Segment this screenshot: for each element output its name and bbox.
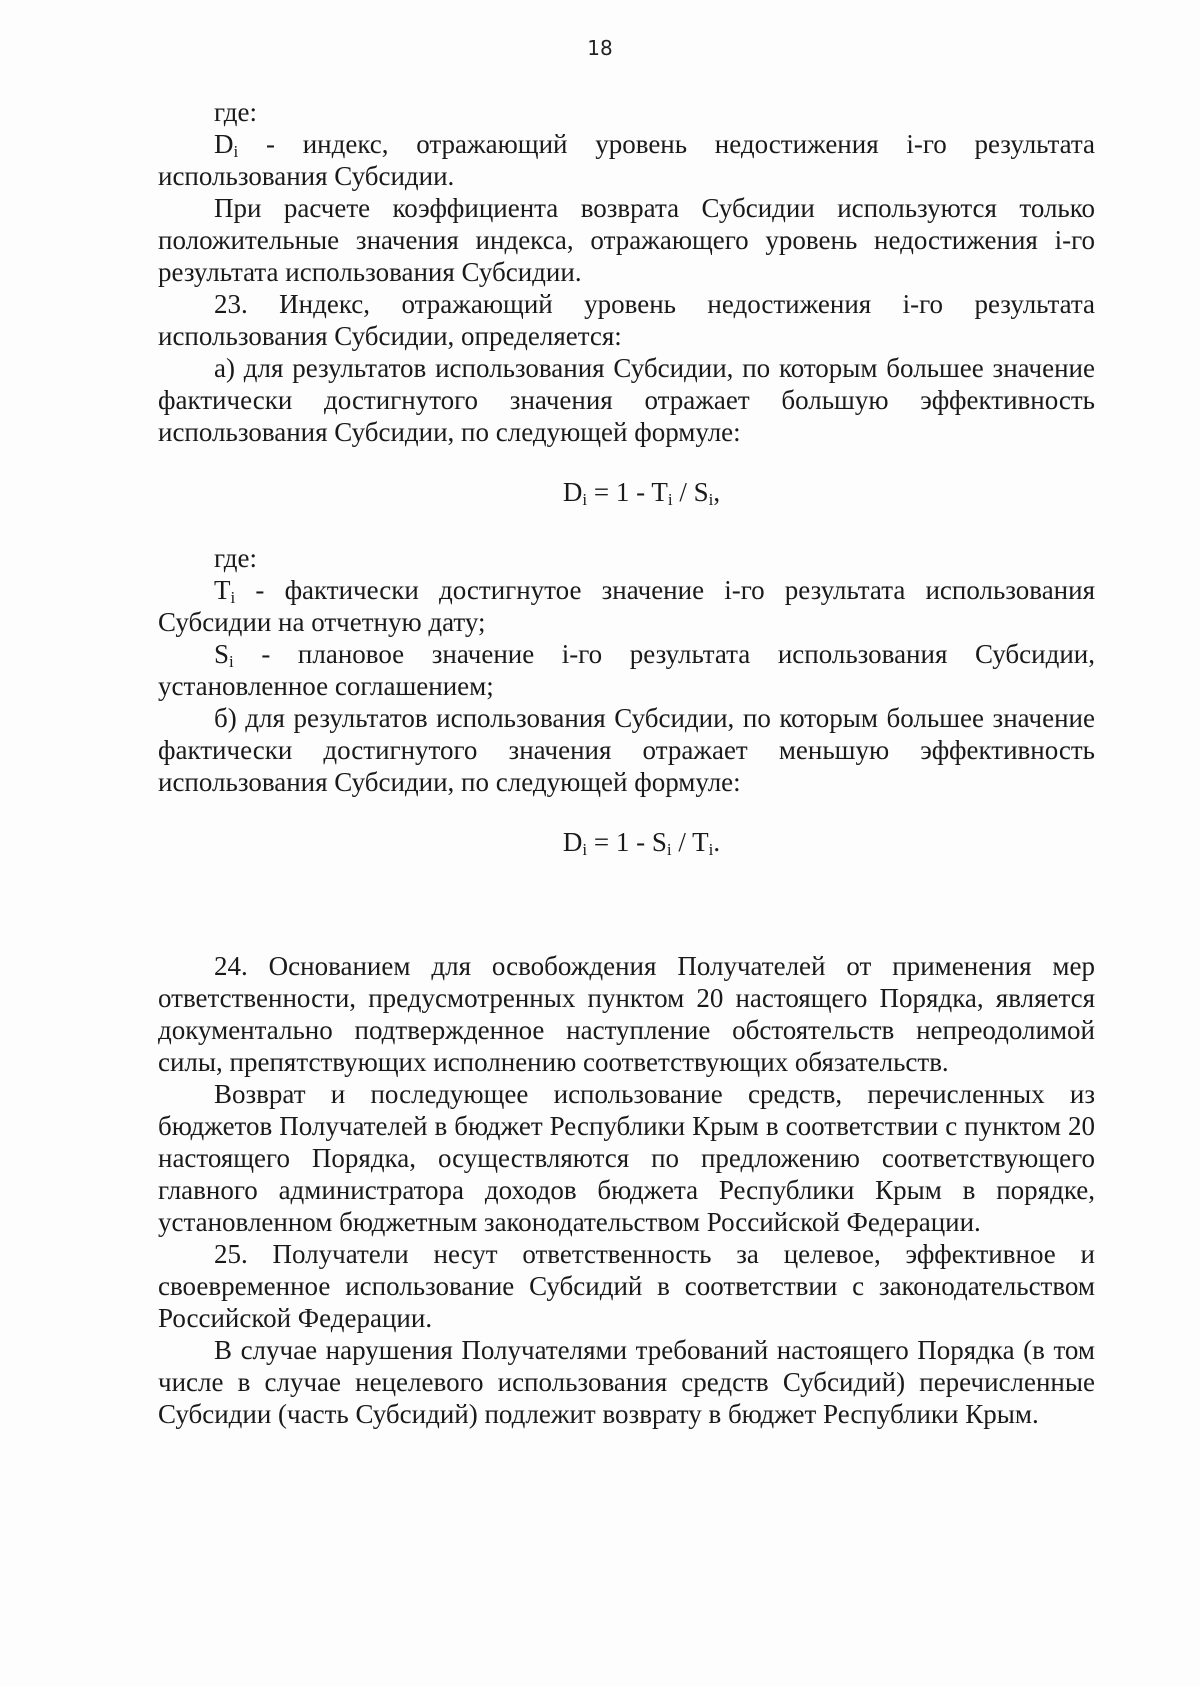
formula-2-d-sub: i: [582, 840, 588, 859]
where-label-2: где:: [214, 543, 257, 573]
ti-definition: [158, 574, 1095, 638]
ti-symbol: T: [214, 575, 231, 605]
formula-1-end: ,: [713, 477, 721, 507]
formula-1-d: D: [562, 477, 583, 507]
paragraph-a: а) для результатов использования Субсидии, по которым большее значение фактически достигнутого значения отражает большую эффективность использования Субсидии, по следующей формуле:: [158, 353, 1095, 447]
formula-2-end: .: [713, 827, 721, 857]
formula-1-t-sub: i: [667, 490, 673, 509]
di-definition-text: - индекс, отражающий уровень недостижения i-го результата использования Субсидии.: [158, 129, 1095, 191]
di-symbol: D: [214, 129, 234, 159]
document-body: [158, 96, 1095, 1430]
formula-1-d-sub: i: [582, 490, 588, 509]
si-definition: [158, 638, 1095, 702]
si-subscript: i: [229, 652, 234, 671]
formula-2-t-sub: i: [708, 840, 714, 859]
si-symbol: S: [214, 639, 230, 669]
paragraph-24: 24. Основанием для освобождения Получателей от применения мер ответственности, предусмотренных пунктом 20 настоящего Порядка, является документально подтвержденное наступление обстоятельств непреодолимой силы, препятствующих исполнению соответствующих обязательств.: [158, 951, 1095, 1077]
formula-1-mid: = 1 - T: [587, 477, 668, 507]
formula-1-slash: / S: [672, 477, 709, 507]
formula-2: [158, 826, 1095, 858]
paragraph-violation: В случае нарушения Получателями требований настоящего Порядка (в том числе в случае нецелевого использования средств Субсидий) перечисленные Субсидии (часть Субсидий) подлежит возврату в бюджет Республики Крым.: [158, 1335, 1095, 1429]
formula-1-s-sub: i: [708, 490, 714, 509]
formula-1: [158, 476, 1095, 508]
page-number: 18: [587, 36, 613, 60]
spacer: [158, 892, 1095, 950]
ti-definition-text: - фактически достигнутое значение i-го результата использования Субсидии на отчетную дату;: [158, 575, 1095, 637]
formula-2-d: D: [562, 827, 583, 857]
paragraph-23: 23. Индекс, отражающий уровень недостижения i-го результата использования Субсидии, определяется:: [158, 289, 1095, 351]
ti-subscript: i: [230, 588, 236, 607]
formula-2-mid: = 1 - S: [587, 827, 667, 857]
paragraph-positive-values: При расчете коэффициента возврата Субсидии используются только положительные значения индекса, отражающего уровень недостижения i-го результата использования Субсидии.: [158, 193, 1095, 287]
formula-2-s-sub: i: [666, 840, 672, 859]
paragraph-25: 25. Получатели несут ответственность за целевое, эффективное и своевременное использование Субсидий в соответствии с законодательством Российской Федерации.: [158, 1239, 1095, 1333]
si-definition-text: - плановое значение i-го результата использования Субсидии, установленное соглашением;: [158, 639, 1095, 701]
formula-2-slash: / T: [671, 827, 709, 857]
di-subscript: i: [233, 142, 239, 161]
paragraph-b: б) для результатов использования Субсидии, по которым большее значение фактически достигнутого значения отражает меньшую эффективность использования Субсидии, по следующей формуле:: [158, 703, 1095, 797]
di-definition: [158, 128, 1095, 192]
where-label-1: где:: [214, 97, 257, 127]
paragraph-return-funds: Возврат и последующее использование средств, перечисленных из бюджетов Получателей в бюджет Республики Крым в соответствии с пунктом 20 настоящего Порядка, осуществляются по предложению соответствующего главного администратора доходов бюджета Республики Крым в порядке, установленном бюджетным законодательством Российской Федерации.: [158, 1079, 1095, 1237]
